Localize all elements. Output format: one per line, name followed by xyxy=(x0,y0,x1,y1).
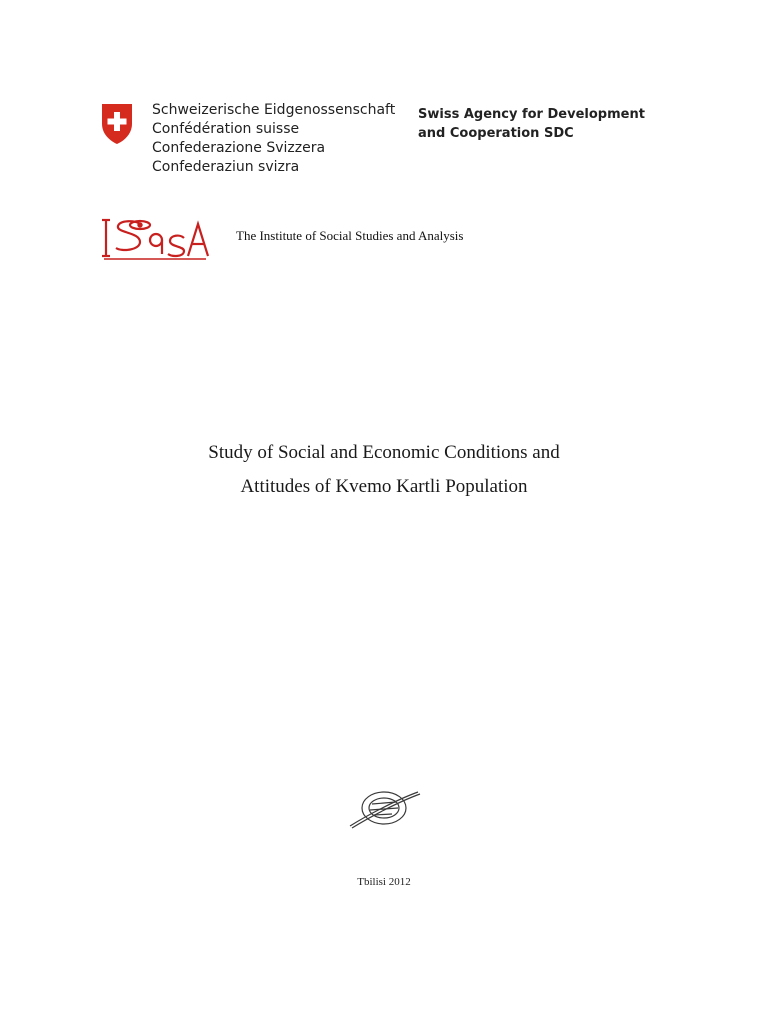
agency-name-line-2: and Cooperation SDC xyxy=(418,126,574,141)
agency-name-line-1: Swiss Agency for Development xyxy=(418,107,645,122)
document-title-line-2: Attitudes of Kvemo Kartli Population xyxy=(240,476,528,497)
institute-name: The Institute of Social Studies and Analysis xyxy=(236,228,464,243)
confederation-names xyxy=(152,101,395,177)
document-title xyxy=(0,436,768,504)
confederation-name-it: Confederazione Svizzera xyxy=(152,140,326,156)
place-year: Tbilisi 2012 xyxy=(357,876,411,888)
swiss-header xyxy=(96,98,645,178)
stamp-icon xyxy=(346,786,422,832)
confederation-name-rm: Confederaziun svizra xyxy=(152,159,300,175)
document-title-line-1: Study of Social and Economic Conditions and xyxy=(208,442,560,463)
confederation-name-fr: Confédération suisse xyxy=(152,121,300,137)
agency-name xyxy=(418,105,645,143)
confederation-name-de: Schweizerische Eidgenossenschaft xyxy=(152,102,396,118)
issa-logo-icon xyxy=(100,216,210,262)
swiss-crest-icon xyxy=(100,102,134,146)
